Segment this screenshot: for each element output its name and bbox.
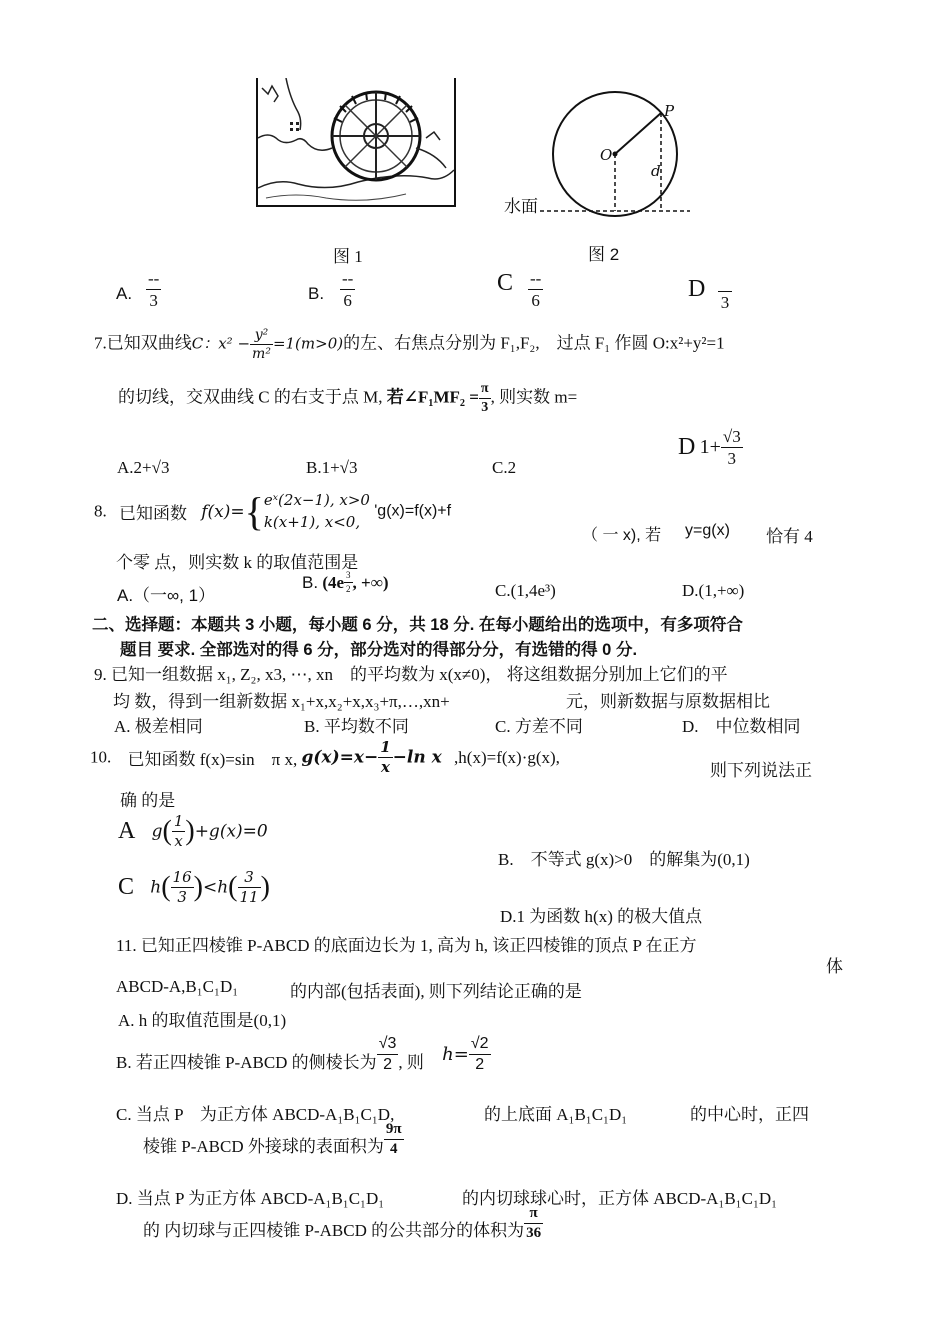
q11-line2a: ABCD-A,B₁C₁D₁ <box>116 977 239 996</box>
q10-option-c-letter: C <box>118 874 135 900</box>
q8-g-def3: y=g(x) <box>685 522 730 539</box>
q8-option-b-exp: $\frac{3}{2}$ <box>346 570 351 594</box>
q11-option-c-line1c: 的中心时，正四 <box>690 1105 809 1124</box>
q10-option-c: C h( $\frac{16}{3}$ )<h( $\frac{3}{11}$ ) <box>118 868 270 906</box>
section-2-heading-line2: 题目 要求. 全部选对的得 6 分，部分选对的得部分分，有选错的得 0 分. <box>120 641 638 659</box>
q8-case-2: k(x+1), x<0, <box>263 512 361 531</box>
q6-option-c: $\frac{--}{6}$ <box>530 269 542 310</box>
q8-g-def: 'g(x)=f(x)+f <box>374 502 452 520</box>
q11-line1-tail: 体 <box>826 957 843 976</box>
q10-text-d: 确 的是 <box>120 791 176 810</box>
q10-option-c-frac2: $\frac{3}{11}$ <box>239 868 259 906</box>
q7-option-d <box>678 428 743 467</box>
q6-option-c-letter: C <box>497 270 514 296</box>
q7-text-b: 的左、右焦点分别为 F₁,F₂, 过点 F₁ 作圆 O:x²+y²=1 <box>343 333 725 353</box>
q10-g-pre: g(x)=x− <box>301 747 379 768</box>
q7-option-b: B.1+√3 <box>306 458 358 477</box>
circle-diagram <box>530 84 700 224</box>
q10-option-a: A g( $\frac{1}{x}$ )+g(x)=0 <box>118 812 268 850</box>
q7-angle-text: 若∠F₁MF₂ = <box>386 387 479 407</box>
q7-line2 <box>118 382 577 415</box>
q10-option-a-letter: A <box>118 818 136 844</box>
q11-option-c-line1b: 的上底面 A₁B₁C₁D₁ <box>484 1105 628 1124</box>
figure-2 <box>530 84 700 224</box>
q10-number: 10. <box>90 747 112 767</box>
q10-line1 <box>90 740 560 775</box>
q6-option-b-letter: B. <box>308 284 325 303</box>
q8-option-c: C.(1,4e³) <box>495 581 556 600</box>
q6-option-b: $\frac{--}{6}$ <box>342 269 354 310</box>
point-o-label: O <box>600 146 613 164</box>
q7-option-d-pre: 1+ <box>699 436 721 458</box>
q8-option-b-letter: B. <box>302 573 319 592</box>
q7-option-a: A.2+√3 <box>117 458 170 477</box>
q7-option-d-letter: D <box>678 434 696 460</box>
water-wheel-illustration <box>256 78 456 208</box>
q11-option-c-line2 <box>143 1122 404 1157</box>
q8-line2: 个零 点，则实数 k 的取值范围是 <box>116 553 359 572</box>
q7-angle-frac: $\frac{\pi}{3}$ <box>480 381 489 415</box>
q8-option-b-post: , +∞) <box>352 573 389 592</box>
q11-option-c-frac: $\frac{9\pi}{4}$ <box>385 1121 402 1157</box>
q11-line2b: 的内部(包括表面), 则下列结论正确的是 <box>290 982 582 1001</box>
q9-option-b: B. 平均数不同 <box>304 717 409 736</box>
q6-options <box>0 268 950 312</box>
section-2-heading-line1: 二、选择题：本题共 3 小题，每小题 6 分，共 18 分. 在每小题给出的选项中，有多项符合 <box>92 616 743 634</box>
q10-option-a-frac: $\frac{1}{x}$ <box>173 812 184 850</box>
q8-text-a: 已知函数 <box>119 504 187 523</box>
q8-number: 8. <box>94 501 107 521</box>
q11-option-b <box>116 1036 491 1073</box>
q9-line2b: 元，则新数据与原数据相比 <box>566 692 770 711</box>
q9-option-d: D. 中位数相同 <box>682 717 801 736</box>
q11-option-a: A. h 的取值范围是(0,1) <box>118 1011 287 1030</box>
q8-cases <box>264 490 370 534</box>
q11-option-d-line2 <box>143 1206 543 1241</box>
q8-f-lhs: f(x)= <box>201 501 245 522</box>
q6-option-a: $\frac{--}{3}$ <box>148 269 160 310</box>
q11-option-d-line1b: 的内切球球心时，正方体 ABCD-A₁B₁C₁D₁ <box>462 1189 778 1208</box>
q10-option-c-h1: h <box>150 877 162 898</box>
q8-option-b <box>302 570 389 594</box>
q10-g-post: −ln x <box>392 747 442 768</box>
q8-option-a: A.（一∞, 1） <box>117 586 216 605</box>
q11-option-c-line1a: C. 当点 P 为正方体 ABCD-A₁B₁C₁D, <box>116 1105 395 1124</box>
water-surface-label: 水面 <box>504 197 538 216</box>
q7-text-c: 的切线，交双曲线 C 的右支于点 M, <box>118 387 383 407</box>
q9-line1: 9. 已知一组数据 x₁, Z₂, x3, ⋯, xn 的平均数为 x(x≠0)， 将这组数据分别加上它们的平 <box>94 665 728 684</box>
q11-option-b-hfrac: $\frac{√2}{2}$ <box>470 1035 489 1073</box>
q7-text-d: , 则实数 m= <box>490 387 578 407</box>
q8-g-def2: （ 一 x), 若 <box>582 527 662 544</box>
q9-option-a: A. 极差相同 <box>114 717 203 736</box>
q7-option-d-frac: $\frac{√3}{3}$ <box>722 427 741 468</box>
q11-option-c-text: 棱锥 P-ABCD 外接球的表面积为 <box>143 1137 384 1156</box>
q10-text-b: ,h(x)=f(x)·g(x), <box>454 747 560 767</box>
q8-line1 <box>94 488 451 535</box>
q11-option-b-mid: , 则 <box>398 1053 424 1072</box>
figure-1 <box>256 78 456 208</box>
q6-option-d-letter: D <box>688 276 706 302</box>
q10-option-c-frac1: $\frac{16}{3}$ <box>172 868 192 906</box>
q8-option-b-pre: (4e <box>322 573 345 592</box>
q9-line2a: 均 数，得到一组新数据 x₁+x,x₂+x,x₃+π,…,xn+ <box>113 692 450 711</box>
q7-hyperbola-frac: $\frac{\text{y²}}{\text{m²}}$ <box>252 327 271 362</box>
q10-option-a-post: +g(x)=0 <box>194 821 268 842</box>
figure-2-caption: 图 2 <box>588 245 620 264</box>
q8-g-def4: 恰有 4 <box>766 527 813 546</box>
q8-brace: { <box>244 489 264 534</box>
q10-option-a-g: g <box>151 821 163 842</box>
q6-option-d: 3 <box>718 272 732 311</box>
q10-option-c-mid: <h <box>202 877 229 898</box>
point-p-label: P <box>664 102 675 120</box>
q7-hyperbola-rhs: =1(m>0) <box>272 334 344 353</box>
figure-1-caption: 图 1 <box>333 247 363 266</box>
q11-option-b-h: h= <box>442 1044 469 1065</box>
q10-text-a: 已知函数 f(x)=sin π x, <box>127 750 298 769</box>
distance-d-label: d <box>651 162 661 180</box>
q10-g-frac: $\frac{1}{x}$ <box>380 738 391 776</box>
q8-case-1: eˣ(2x−1), x>0 <box>263 490 370 509</box>
q8-option-d: D.(1,+∞) <box>682 581 745 600</box>
q11-option-b-pre: B. 若正四棱锥 P-ABCD 的侧棱长为 <box>116 1053 377 1072</box>
q7-number: 7. <box>94 333 107 353</box>
q11-option-d-text: 的 内切球与正四棱锥 P-ABCD 的公共部分的体积为 <box>143 1221 525 1240</box>
q11-option-b-frac: $\frac{√3}{2}$ <box>378 1035 397 1073</box>
q10-option-d: D.1 为函数 h(x) 的极大值点 <box>500 907 703 926</box>
q7-hyperbola-lhs: C：x² − <box>191 334 251 353</box>
q7-line1 <box>94 328 725 361</box>
q9-option-c: C. 方差不同 <box>495 717 583 736</box>
q11-line1: 11. 已知正四棱锥 P-ABCD 的底面边长为 1, 高为 h, 该正四棱锥的顶点 P 在正方 <box>116 936 697 955</box>
q7-text-a: 已知双曲线 <box>106 333 192 353</box>
q6-option-a-letter: A. <box>116 284 133 303</box>
q10-text-c: 则下列说法正 <box>710 761 812 780</box>
q11-option-d-frac: $\frac{\pi}{36}$ <box>526 1205 542 1241</box>
q10-option-b: B. 不等式 g(x)>0 的解集为(0,1) <box>498 850 750 869</box>
q11-option-d-line1a: D. 当点 P 为正方体 ABCD-A₁B₁C₁D₁ <box>116 1189 385 1208</box>
q7-option-c: C.2 <box>492 458 517 477</box>
